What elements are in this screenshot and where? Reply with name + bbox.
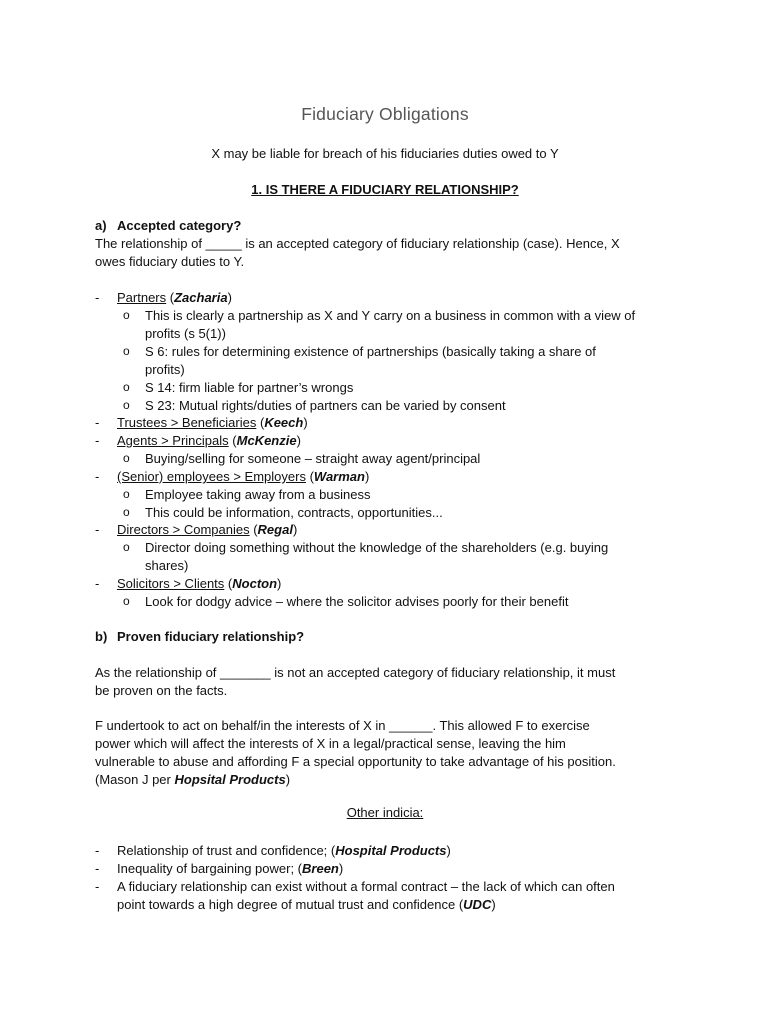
paren: ) (364, 469, 370, 484)
paren: ( (309, 469, 314, 484)
section-b-paragraph-line: vulnerable to abuse and affording F a special opportunity to take advantage of his position. (95, 754, 616, 769)
section-b-paragraph-line: F undertook to act on behalf/in the interests of X in ______. This allowed F to exercise (95, 718, 590, 733)
sub-bullet: o (123, 451, 130, 465)
sub-item-text: shares) (145, 558, 189, 573)
bullet-dash: - (95, 843, 100, 858)
category-label: Trustees > Beneficiaries (117, 415, 257, 430)
bullet-dash: - (95, 290, 100, 305)
bullet-dash: - (95, 576, 100, 591)
section-b-label: b) (95, 629, 108, 644)
sub-item-text: Buying/selling for someone – straight away agent/principal (145, 451, 481, 466)
sub-item-text: S 23: Mutual rights/duties of partners can be varied by consent (145, 398, 506, 413)
list-item-trustees (117, 415, 308, 430)
bullet-dash: - (95, 861, 100, 876)
paren: ) (292, 522, 298, 537)
paren: ) (446, 843, 451, 858)
category-label: Agents > Principals (117, 433, 229, 448)
case-name: Hospital Products (335, 843, 447, 858)
sub-item-text: S 14: firm liable for partner’s wrongs (145, 380, 354, 395)
category-label: Directors > Companies (117, 522, 250, 537)
sub-bullet: o (123, 344, 130, 358)
category-label: (Senior) employees > Employers (117, 469, 306, 484)
category-label: Solicitors > Clients (117, 576, 225, 591)
case-name: Hopsital Products (174, 772, 286, 787)
list-item-partners (117, 290, 232, 305)
section-heading-1: 1. IS THERE A FIDUCIARY RELATIONSHIP? (251, 182, 519, 197)
sub-item-text: Look for dodgy advice – where the solicitor advises poorly for their benefit (145, 594, 569, 609)
sub-bullet: o (123, 540, 130, 554)
list-item-employees (117, 469, 369, 484)
section-b-paragraph-line: As the relationship of _______ is not an accepted category of fiduciary relationship, it must (95, 665, 616, 680)
text-fragment: Inequality of bargaining power; ( (117, 861, 303, 876)
text-fragment: Relationship of trust and confidence; ( (117, 843, 336, 858)
section-a-paragraph-line: owes fiduciary duties to Y. (95, 254, 245, 269)
bullet-dash: - (95, 433, 100, 448)
sub-bullet: o (123, 505, 130, 519)
text-fragment: (Mason J per (95, 772, 175, 787)
sub-bullet: o (123, 308, 130, 322)
case-name: Nocton (232, 576, 278, 591)
case-name: Breen (302, 861, 339, 876)
paren: ) (296, 433, 301, 448)
case-name: UDC (463, 897, 492, 912)
text-fragment: ) (285, 772, 291, 787)
sub-bullet: o (123, 487, 130, 501)
list-item-solicitors (117, 576, 281, 591)
list-item-agents (117, 433, 301, 448)
indicia-item (117, 843, 451, 858)
sub-item-text: profits (s 5(1)) (145, 326, 226, 341)
section-b-heading: Proven fiduciary relationship? (117, 629, 305, 644)
paren: ( (259, 415, 265, 430)
category-label: Partners (117, 290, 167, 305)
bullet-dash: - (95, 469, 100, 484)
section-b-paragraph-line: power which will affect the interests of X in a legal/practical sense, leaving the him (95, 736, 566, 751)
sub-item-text: Director doing something without the knowledge of the shareholders (e.g. buying (145, 540, 609, 555)
paren: ( (232, 433, 237, 448)
indicia-item (117, 861, 343, 876)
sub-item-text: profits) (145, 362, 185, 377)
paren: ) (303, 415, 308, 430)
section-a-heading: Accepted category? (117, 218, 242, 233)
case-name: McKenzie (236, 433, 297, 448)
indicia-item: A fiduciary relationship can exist without a formal contract – the lack of which can often (117, 879, 615, 894)
text-fragment: point towards a high degree of mutual trust and confidence ( (117, 897, 464, 912)
bullet-dash: - (95, 879, 100, 894)
bullet-dash: - (95, 415, 100, 430)
bullet-dash: - (95, 522, 100, 537)
sub-item-text: S 6: rules for determining existence of partnerships (basically taking a share of (145, 344, 596, 359)
sub-item-text: This could be information, contracts, opportunities... (145, 505, 443, 520)
section-a-paragraph-line: The relationship of _____ is an accepted category of fiduciary relationship (case). Hence, X (95, 236, 620, 251)
paren: ) (338, 861, 344, 876)
section-b-paragraph-line (95, 772, 290, 787)
case-name: Warman (313, 469, 365, 484)
paren: ( (253, 522, 258, 537)
indicia-item-continued (117, 897, 496, 912)
other-indicia-heading: Other indicia: (346, 805, 424, 820)
document-subtitle: X may be liable for breach of his fiduciaries duties owed to Y (211, 146, 559, 161)
paren: ) (227, 290, 232, 305)
sub-bullet: o (123, 380, 130, 394)
case-name: Regal (257, 522, 293, 537)
sub-bullet: o (123, 594, 130, 608)
sub-item-text: Employee taking away from a business (145, 487, 371, 502)
paren: ( (169, 290, 175, 305)
list-item-directors (117, 522, 297, 537)
sub-bullet: o (123, 398, 130, 412)
case-name: Zacharia (174, 290, 228, 305)
paren: ( (227, 576, 233, 591)
paren: ) (491, 897, 496, 912)
section-b-paragraph-line: be proven on the facts. (95, 683, 228, 698)
case-name: Keech (264, 415, 304, 430)
paren: ) (277, 576, 282, 591)
sub-item-text: This is clearly a partnership as X and Y carry on a business in common with a view of (145, 308, 636, 323)
document-title: Fiduciary Obligations (301, 104, 469, 124)
section-a-label: a) (95, 218, 107, 233)
